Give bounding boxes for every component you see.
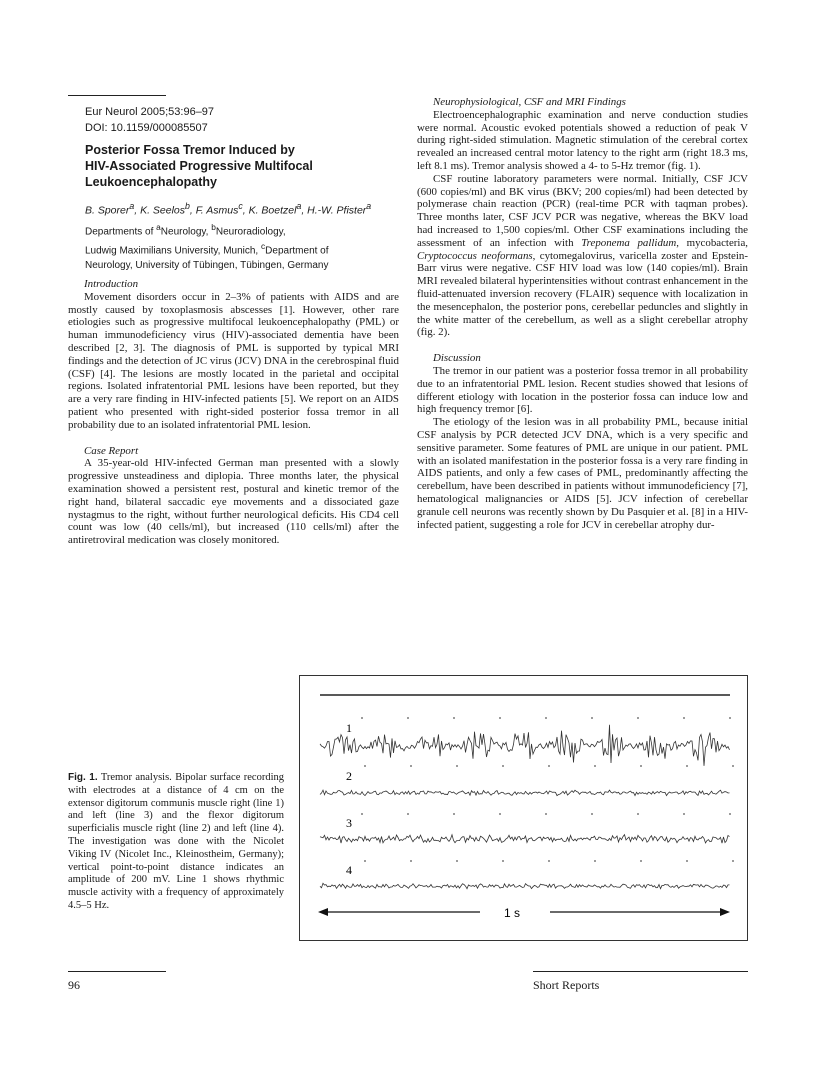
discussion-paragraph: The tremor in our patient was a posterior fossa tremor in all probability due to an infratentorial PML lesion. Recent studies showed that lesions of different etiology with location in the posterior fossa can induce low and high frequency tremor [6]. xyxy=(417,364,748,416)
page-number: 96 xyxy=(68,978,80,992)
affil-text: Neuroradiology, xyxy=(215,225,286,237)
header-rule xyxy=(68,95,166,96)
time-marker-dot xyxy=(410,860,412,862)
scale-label: 1 s xyxy=(503,906,521,920)
time-marker-dot xyxy=(732,765,734,767)
author-name: F. Asmus xyxy=(195,204,239,217)
time-marker-dot xyxy=(594,860,596,862)
scale-arrow-left xyxy=(318,908,328,916)
author-separator: , xyxy=(189,204,196,217)
section-heading-findings: Neurophysiological, CSF and MRI Findings xyxy=(433,96,626,108)
author-list xyxy=(85,198,395,219)
time-marker-dot xyxy=(686,765,688,767)
discussion-paragraph: The etiology of the lesion was in all probability PML, because initial CSF analysis by PCR detected JCV DNA, which is a very specific and sensitive parameter. Some features of PML are unique in our patient. PML with an isolated manifestation in the posterior fossa is a very rare finding in AIDS patients, and only a few cases of PML, predominantly affecting the cerebellum, have been described in patients without immunodeficiency [7], hematological malignancies or AIDS [5]. JCV infection of cerebellar granule cell neurons was recently shown by Du Pasquier et al. [8] in a HIV-infected patient, suggesting a role for JCV in cerebellar atrophy dur- xyxy=(417,416,748,531)
section-heading-case-report: Case Report xyxy=(84,444,139,457)
time-marker-dot xyxy=(683,813,685,815)
author-name: K. Seelos xyxy=(140,204,186,217)
time-marker-dot xyxy=(545,717,547,719)
text-run: CSF routine laboratory parameters were normal. Initially, CSF JCV (600 copies/ml) and BK virus (BKV; 200 copies/ml) had been detected by polymerase chain reaction (PCR) (real-time PCR with taqman probes). Three months later, CSF JCV PCR was negative, whereas the BKV load had increased to 1,500 copies/ml. Other CSF examinations including the assessment of an infection with xyxy=(417,172,748,249)
trace-label-3: 3 xyxy=(346,816,352,830)
italic-term: Cryptococcus neoformans xyxy=(417,249,533,262)
time-marker-dot xyxy=(364,860,366,862)
author-affil-mark: c xyxy=(238,201,243,211)
author-affil-mark: a xyxy=(296,201,302,211)
emg-trace-line-4 xyxy=(320,883,730,888)
author-separator: , xyxy=(242,204,249,217)
time-marker-dot xyxy=(732,860,734,862)
time-marker-dot xyxy=(637,717,639,719)
emg-trace-line-3 xyxy=(320,835,730,844)
figure-caption xyxy=(68,772,284,913)
affiliations xyxy=(85,220,395,274)
author-name: H.-W. Pfister xyxy=(307,204,367,217)
footer-rule-left xyxy=(68,971,166,972)
trace-label-2: 2 xyxy=(346,769,352,783)
time-marker-dot xyxy=(453,813,455,815)
figure-1-emg-recording xyxy=(299,675,748,941)
time-marker-dot xyxy=(545,813,547,815)
title-line: Leukoencephalopathy xyxy=(85,175,217,189)
left-column xyxy=(68,278,399,547)
section-heading-discussion: Discussion xyxy=(433,352,481,365)
emg-trace-line-2 xyxy=(320,790,730,796)
affiliation-line: Neurology, University of Tübingen, Tübingen, Germany xyxy=(85,260,329,272)
time-marker-dot xyxy=(407,717,409,719)
time-marker-dot xyxy=(548,765,550,767)
time-marker-dot xyxy=(591,717,593,719)
time-marker-dot xyxy=(637,813,639,815)
title-line: Posterior Fossa Tremor Induced by xyxy=(85,143,295,157)
time-marker-dot xyxy=(548,860,550,862)
author-separator: , xyxy=(134,204,141,217)
figure-label: Fig. 1. xyxy=(68,772,98,783)
italic-term: Treponema pallidum xyxy=(581,236,677,249)
author-affil-mark: a xyxy=(129,201,135,211)
time-marker-dot xyxy=(594,765,596,767)
time-marker-dot xyxy=(410,765,412,767)
findings-paragraph: Electroencephalographic examination and nerve conduction studies were normal. Acoustic evoked potentials showed a reduction of peak V during right-sided stimulation. Magnetic stimulation of the cerebral cortex revealed an increased central motor latency to the right arm (right 18.3 ms, left 8.1 ms). Tremor analysis showed a 4- to 5-Hz tremor (fig. 1). xyxy=(417,108,748,172)
time-marker-dot xyxy=(640,765,642,767)
time-marker-dot xyxy=(456,860,458,862)
affil-text: Neurology, xyxy=(160,225,212,237)
affiliation-line xyxy=(85,239,395,258)
section-name: Short Reports xyxy=(533,978,600,992)
findings-paragraph xyxy=(417,173,748,339)
text-run: , mycobacteria, xyxy=(676,236,748,249)
time-marker-dot xyxy=(683,717,685,719)
introduction-paragraph: Movement disorders occur in 2–3% of patients with AIDS and are mostly caused by toxoplasmosis abscesses [1]. However, other rare etiologies such as progressive multifocal leukoencephalopathy (PML) or human immunodeficiency virus (HIV)-associated dementia have been described [2, 3]. The diagnosis of PML is supported by typical MRI findings and the detection of JC virus (JCV) DNA in the cerebrospinal fluid (CSF) [4]. The lesions are mostly located in the parietal and occipital regions. Isolated infratentorial PML lesions have been reported, but they are a very rare finding in HIV-infected patients [5]. We report on an AIDS patient who presented with right-sided posterior fossa tremor in all probability due to an isolated infratentorial PML lesion. xyxy=(68,290,399,431)
time-marker-dot xyxy=(502,765,504,767)
affil-text: Departments of xyxy=(85,225,157,237)
time-marker-dot xyxy=(456,765,458,767)
right-column xyxy=(417,96,748,531)
affil-mark: b xyxy=(211,221,216,232)
emg-trace-figure xyxy=(300,676,747,940)
text-run: , cytomegalovirus, varicella zoster and Epstein-Barr virus were negative. CSF HIV load was low (140 copies/ml). Brain MRI revealed bilateral hyperintensities without contrast enhancement in the fluid-attenuated inversion recovery (FLAIR) sequence with localization in the mesencephalon, the posterior pons, cerebellar peduncles and slightly in the white matter of the cerebellum, as well as a slight cerebellar atrophy (fig. 2). xyxy=(417,249,748,339)
figure-caption-text: Tremor analysis. Bipolar surface recording with electrodes at a distance of 4 cm on the extensor digitorum communis muscle right (line 1) and left (line 3) and the flexor digitorum superficialis muscle right (line 2) and left (line 4). The investigation was done with the Nicolet Viking IV (Nicolet Inc., Kleinostheim, Germany); vertical point-to-point distance indicates an amplitude of 200 mV. Line 1 shows rhythmic muscle activity with a frequency of approximately 4.5–5 Hz. xyxy=(68,772,284,911)
time-marker-dot xyxy=(729,717,731,719)
affil-mark: a xyxy=(156,221,161,232)
affil-text: Department of xyxy=(265,245,329,257)
time-marker-dot xyxy=(502,860,504,862)
article-header xyxy=(85,104,395,273)
emg-trace-line-1 xyxy=(320,725,730,766)
time-marker-dots xyxy=(361,717,734,862)
author-affil-mark: a xyxy=(366,201,372,211)
author-name: K. Boetzel xyxy=(248,204,297,217)
title-line: HIV-Associated Progressive Multifocal xyxy=(85,159,313,173)
doi: DOI: 10.1159/000085507 xyxy=(85,122,208,134)
case-report-paragraph: A 35-year-old HIV-infected German man presented with a slowly progressive unsteadiness and diplopia. Three months later, the physical examination showed a persistent rest, postural and kinetic tremor of the right hand, bilateral saccadic eye movements and a dissociated gaze nystagmus to the right, without further neurological deficits. His CD4 cell count was low (40 cells/ml), but increased (110 cells/ml) after the antiretroviral medication was closely monitored. xyxy=(68,457,399,547)
time-marker-dot xyxy=(499,813,501,815)
trace-label-1: 1 xyxy=(346,721,352,735)
section-heading-introduction: Introduction xyxy=(84,278,139,290)
author-separator: , xyxy=(301,204,308,217)
scale-arrow-right xyxy=(720,908,730,916)
affiliation-line xyxy=(85,220,395,239)
time-marker-dot xyxy=(364,765,366,767)
trace-label-4: 4 xyxy=(346,863,352,877)
time-marker-dot xyxy=(591,813,593,815)
time-marker-dot xyxy=(361,813,363,815)
affil-text: Ludwig Maximilians University, Munich, xyxy=(85,245,261,257)
author-name: B. Sporer xyxy=(85,204,130,217)
time-marker-dot xyxy=(361,717,363,719)
author-affil-mark: b xyxy=(185,201,190,211)
footer-rule-right xyxy=(533,971,748,972)
journal-citation: Eur Neurol 2005;53:96–97 xyxy=(85,106,215,118)
time-marker-dot xyxy=(453,717,455,719)
time-marker-dot xyxy=(686,860,688,862)
time-marker-dot xyxy=(729,813,731,815)
time-marker-dot xyxy=(640,860,642,862)
affil-mark: c xyxy=(260,240,266,251)
time-marker-dot xyxy=(407,813,409,815)
time-marker-dot xyxy=(499,717,501,719)
article-title xyxy=(85,142,395,190)
